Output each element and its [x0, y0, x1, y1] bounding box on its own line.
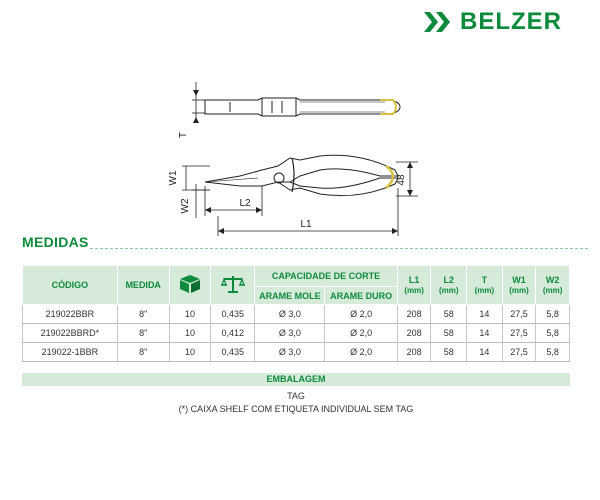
cell-qty: 10 [169, 343, 211, 362]
dimension-w2 [192, 184, 210, 218]
col-header-l2: L2 (mm) [431, 266, 467, 305]
col-header-box [169, 266, 211, 305]
pliers-front-view [205, 155, 398, 195]
col-header-l1: L1 (mm) [397, 266, 431, 305]
cell-arame-mole: Ø 3,0 [255, 324, 325, 343]
pliers-side-view [192, 82, 400, 123]
cell-codigo: 219022BBR [23, 305, 118, 324]
label-l2: L2 [239, 198, 251, 209]
cell-l1: 208 [397, 343, 431, 362]
cell-arame-duro: Ø 2,0 [325, 305, 397, 324]
cell-medida: 8" [117, 305, 169, 324]
cell-peso: 0,412 [211, 324, 255, 343]
col-header-w1: W1 (mm) [502, 266, 536, 305]
col-header-arame-mole: ARAME MOLE [255, 287, 325, 305]
cell-qty: 10 [169, 305, 211, 324]
cell-codigo: 219022BBRD* [23, 324, 118, 343]
cell-t: 14 [467, 305, 503, 324]
cell-l2: 58 [431, 343, 467, 362]
col-header-codigo: CÓDIGO [23, 266, 118, 305]
cell-arame-duro: Ø 2,0 [325, 324, 397, 343]
col-header-arame-duro: ARAME DURO [325, 287, 397, 305]
cell-w1: 27,5 [502, 343, 536, 362]
cell-peso: 0,435 [211, 343, 255, 362]
cell-arame-mole: Ø 3,0 [255, 305, 325, 324]
col-header-t: T (mm) [467, 266, 503, 305]
cell-w2: 5,8 [536, 343, 570, 362]
col-header-capacidade: CAPACIDADE DE CORTE [255, 266, 398, 287]
col-header-weight [211, 266, 255, 305]
table-row [23, 343, 570, 362]
col-header-w2: W2 (mm) [536, 266, 570, 305]
packaging-footnote: (*) CAIXA SHELF COM ETIQUETA INDIVIDUAL SEM TAG [178, 404, 414, 414]
cell-w1: 27,5 [502, 324, 536, 343]
packaging-header: EMBALAGEM [22, 373, 570, 386]
cell-w2: 5,8 [536, 305, 570, 324]
specs-table [22, 265, 570, 362]
label-l1: L1 [300, 219, 312, 230]
label-w1: W1 [168, 170, 179, 186]
cell-arame-duro: Ø 2,0 [325, 343, 397, 362]
packaging-line-tag: TAG [287, 391, 305, 401]
brand-name: BELZER [460, 8, 562, 35]
cell-medida: 8" [117, 324, 169, 343]
cell-t: 14 [467, 343, 503, 362]
section-title: MEDIDAS [22, 234, 89, 250]
table-row [23, 305, 570, 324]
cell-l2: 58 [431, 305, 467, 324]
col-header-medida: MEDIDA [117, 266, 169, 305]
cell-qty: 10 [169, 324, 211, 343]
label-48: 48 [396, 174, 407, 186]
dimension-l2 [205, 186, 262, 216]
box-icon [179, 274, 201, 294]
cell-codigo: 219022-1BBR [23, 343, 118, 362]
label-t: T [178, 131, 189, 139]
table-row [23, 324, 570, 343]
cell-peso: 0,435 [211, 305, 255, 324]
section-divider [90, 248, 588, 249]
cell-medida: 8" [117, 343, 169, 362]
label-w2: W2 [180, 198, 191, 214]
cell-arame-mole: Ø 3,0 [255, 343, 325, 362]
cell-l2: 58 [431, 324, 467, 343]
cell-l1: 208 [397, 324, 431, 343]
scale-icon [221, 274, 245, 294]
cell-t: 14 [467, 324, 503, 343]
cell-w1: 27,5 [502, 305, 536, 324]
cell-l1: 208 [397, 305, 431, 324]
cell-w2: 5,8 [536, 324, 570, 343]
